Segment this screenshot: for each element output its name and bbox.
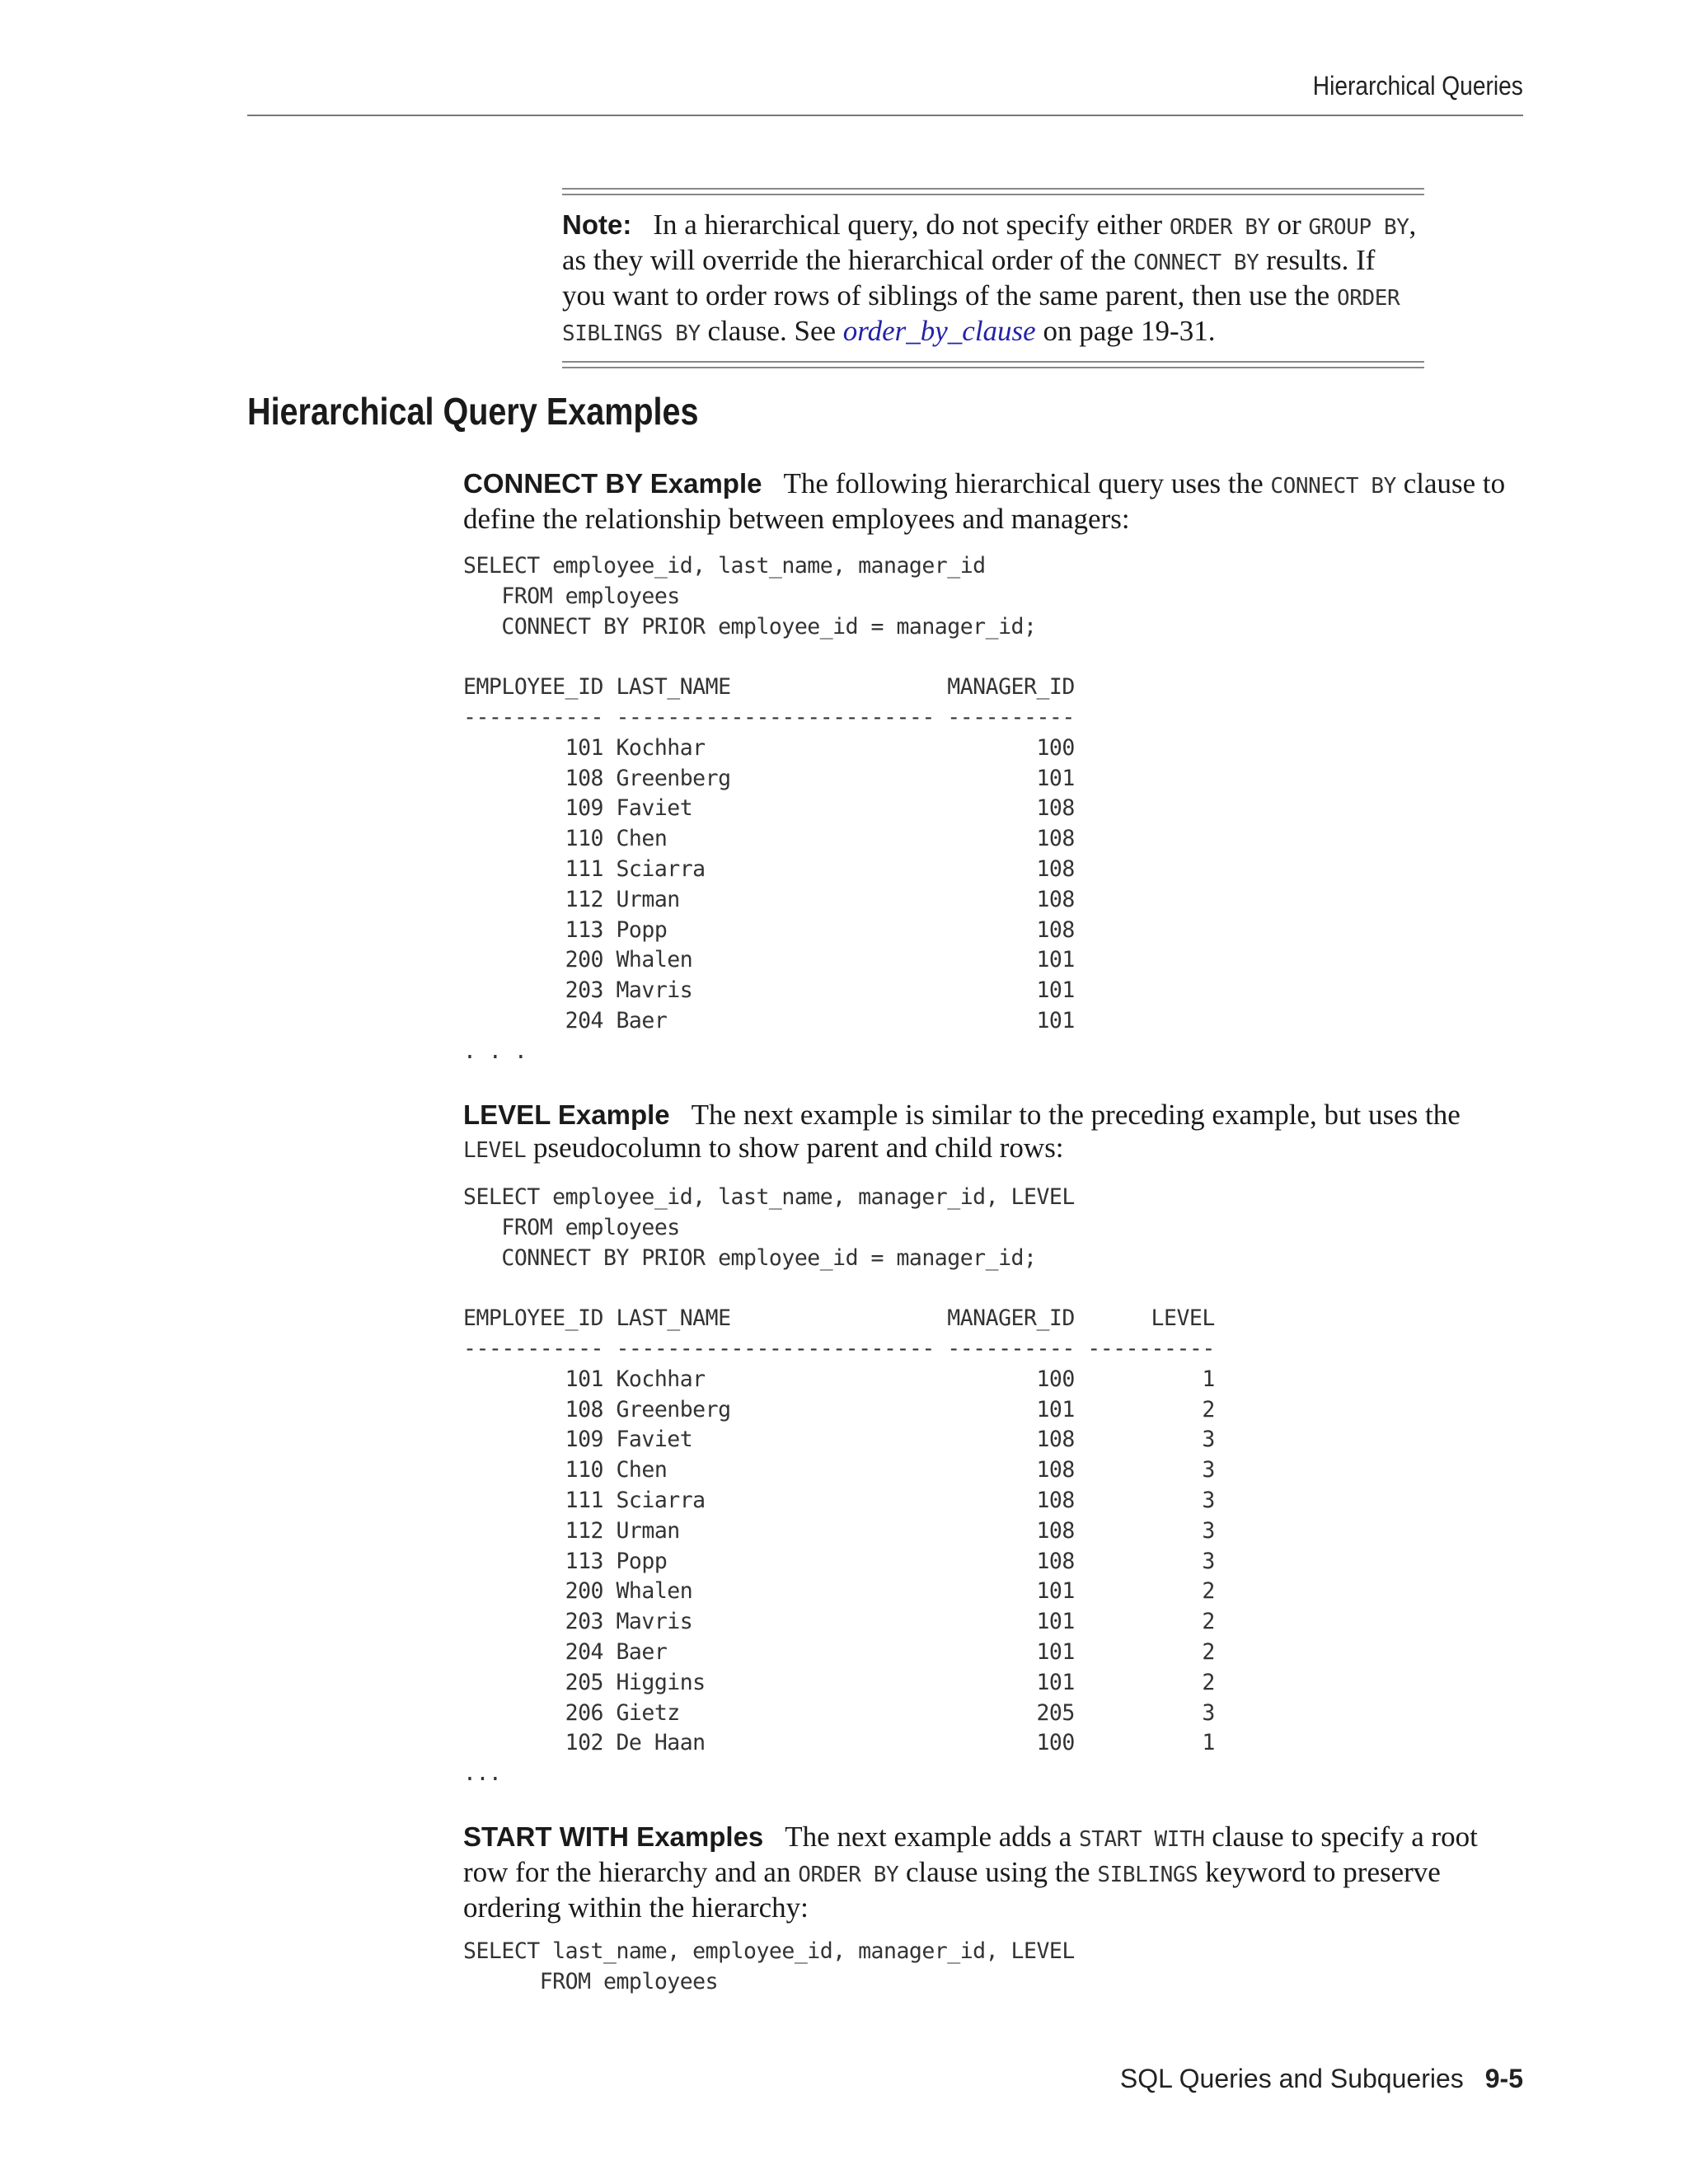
code-keyword: ORDER SIBLINGS BY	[562, 286, 1400, 346]
note-bottom-rule	[562, 361, 1424, 368]
code-keyword: ORDER BY	[798, 1863, 899, 1887]
note-label: Note:	[562, 209, 632, 240]
connect-by-code-block: SELECT employee_id, last_name, manager_id FROM employees CONNECT BY PRIOR employee_id = manager_id; EMPLOYEE_ID LAST_NAME MANAGER_ID ----------- ------------------------- ---------- 101 Kochhar 100 108 Greenberg 101 109 Faviet 108 110 Chen 108 111 Sciarra 108 112 Urman 108 113 Popp 108 200 Whalen 101 203 Mavris 101 204 Baer 101 . . .	[463, 553, 1075, 1064]
code-keyword: LEVEL	[463, 1138, 527, 1163]
note-text-part: results. If you want to order rows of siblings of the same parent, then use the	[562, 244, 1376, 312]
paragraph-text: The next example adds a	[785, 1821, 1079, 1853]
level-code-block: SELECT employee_id, last_name, manager_id, LEVEL FROM employees CONNECT BY PRIOR employee_id = manager_id; EMPLOYEE_ID LAST_NAME MANAGER_ID LEVEL ----------- ------------------------- ---------- ---------- 101 Kochhar 100 1 108 Greenberg 101 2 109 Faviet 108 3 110 Chen 108 3 111 Sciarra 108 3 112 Urman 108 3 113 Popp 108 3 200 Whalen 101 2 203 Mavris 101 2 204 Baer 101 2 205 Higgins 101 2 206 Gietz 205 3 102 De Haan 100 1 ...	[463, 1184, 1215, 1787]
paragraph-text: pseudocolumn to show parent and child rows:	[526, 1132, 1064, 1164]
section-title: Hierarchical Query Examples	[247, 390, 699, 433]
note-text-part: clause. See	[700, 315, 843, 347]
start-with-heading: START WITH Examples	[463, 1821, 764, 1852]
paragraph-text: keyword to preserve ordering within the hierarchy:	[463, 1856, 1441, 1924]
footer-book-title: SQL Queries and Subqueries	[1119, 2064, 1464, 2093]
page-footer	[1120, 2064, 1523, 2094]
code-keyword: CONNECT BY	[1132, 251, 1259, 275]
paragraph-text: The next example is similar to the preceding example, but uses the	[691, 1099, 1461, 1131]
connect-by-paragraph	[463, 467, 1526, 536]
code-keyword: CONNECT BY	[1270, 474, 1396, 499]
code-keyword: START WITH	[1078, 1827, 1205, 1852]
start-with-code-block: SELECT last_name, employee_id, manager_id, LEVEL FROM employees	[463, 1938, 1075, 1994]
note-box	[562, 188, 1424, 368]
paragraph-text: clause using the	[898, 1856, 1098, 1888]
note-top-rule	[562, 188, 1424, 195]
paragraph-text: clause to define the relationship between employees and managers:	[463, 467, 1506, 535]
order-by-clause-link[interactable]: order_by_clause	[842, 315, 1036, 347]
header-rule	[247, 115, 1523, 116]
code-keyword: SIBLINGS	[1097, 1863, 1198, 1887]
level-heading: LEVEL Example	[463, 1099, 670, 1130]
connect-by-heading: CONNECT BY Example	[463, 468, 762, 499]
note-text	[562, 195, 1424, 361]
code-keyword: GROUP BY	[1308, 215, 1409, 240]
code-keyword: ORDER BY	[1169, 215, 1270, 240]
running-header: Hierarchical Queries	[1312, 71, 1523, 101]
level-paragraph	[463, 1099, 1526, 1167]
start-with-paragraph	[463, 1821, 1526, 1924]
note-text-part: In a hierarchical query, do not specify either	[653, 209, 1170, 241]
page-number: 9-5	[1484, 2064, 1523, 2093]
note-text-part: , as they will override the hierarchical order of the	[562, 209, 1417, 276]
paragraph-text: The following hierarchical query uses the	[783, 467, 1271, 499]
note-text-part: on page 19-31.	[1035, 315, 1216, 347]
note-text-part: or	[1269, 209, 1309, 241]
paragraph-text: clause to specify a root row for the hierarchy and an	[463, 1821, 1478, 1888]
